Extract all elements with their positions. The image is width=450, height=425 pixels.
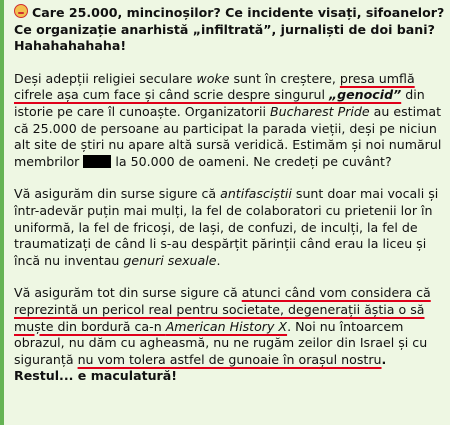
p1-text-h: au estimat că 25.000 de persoane au participat la parada vieții, deși pe niciun alt site de știri nu apare altă sursă veridică. Estimăm și noi numărul membrilor [14,103,442,169]
p1-bucharest-pride: Bucharest Pride [269,103,370,119]
p1-text-c: sunt în creștere, [229,70,340,86]
p3-text-d: . Noi nu întoarcem obrazul, nu dăm cu agheasmă, nu ne rugăm zeilor din Israel și cu siguranță [14,318,428,367]
headline-text: Care 25.000, mincinoșilor? Ce incidente visați, sifoanelor? Ce organizație anarhistă „infiltrată”, jurnaliști de doi bani? Hahahahahaha! [14,5,445,54]
p3-underlined-tolerate: nu vom tolera astfel de gunoaie în orașul nostru [77,351,382,367]
p2-text-e: . [216,252,221,268]
p2-text-a: Vă asigurăm din surse sigure că [14,186,221,202]
p3-restul: . Restul... e maculatură! [14,351,387,384]
clown-face-icon [14,4,28,18]
p2-genuri-sexuale: genuri sexuale [123,252,217,268]
p1-text-i: la 50.000 de oameni. Ne credeți pe cuvânt? [111,153,392,169]
p1-genocid: „genocid” [329,87,402,103]
p2-antifascistii: antifasciștii [220,186,292,202]
paragraph-1 [14,71,446,171]
p2-text-c: sunt doar mai vocali și într-adevăr puțin mai mulți, la fel de colaboratori cu prietenii lor în uniformă, la fel de fricoși, de lași, de confuzi, de inculți, la fel de traumatizați de când li s-au despărțit părinții când erau la liceu și încă nu inventau [14,186,439,268]
paragraph-3 [14,285,446,385]
message-content [14,4,446,385]
message-headline [14,4,446,55]
paragraph-2 [14,186,446,269]
p3-american-history-x: American History X [165,318,288,334]
redaction-box [83,155,111,168]
p1-text-a: Deși adepții religiei seculare [14,70,197,86]
p3-text-a: Vă asigurăm tot din surse sigure că [14,285,242,301]
p3-underlined-threat: atunci când vom considera că reprezintă un pericol real pentru societate, degenerații ăștia o să muște din bordură ca-n [14,285,431,334]
p1-underlined-claim: presa umflă cifrele așa cum face și când scrie despre singurul [14,70,415,103]
p1-woke: woke [196,70,230,86]
p1-text-f: din istorie pe care îl cunoaște. Organizatorii [14,87,425,119]
